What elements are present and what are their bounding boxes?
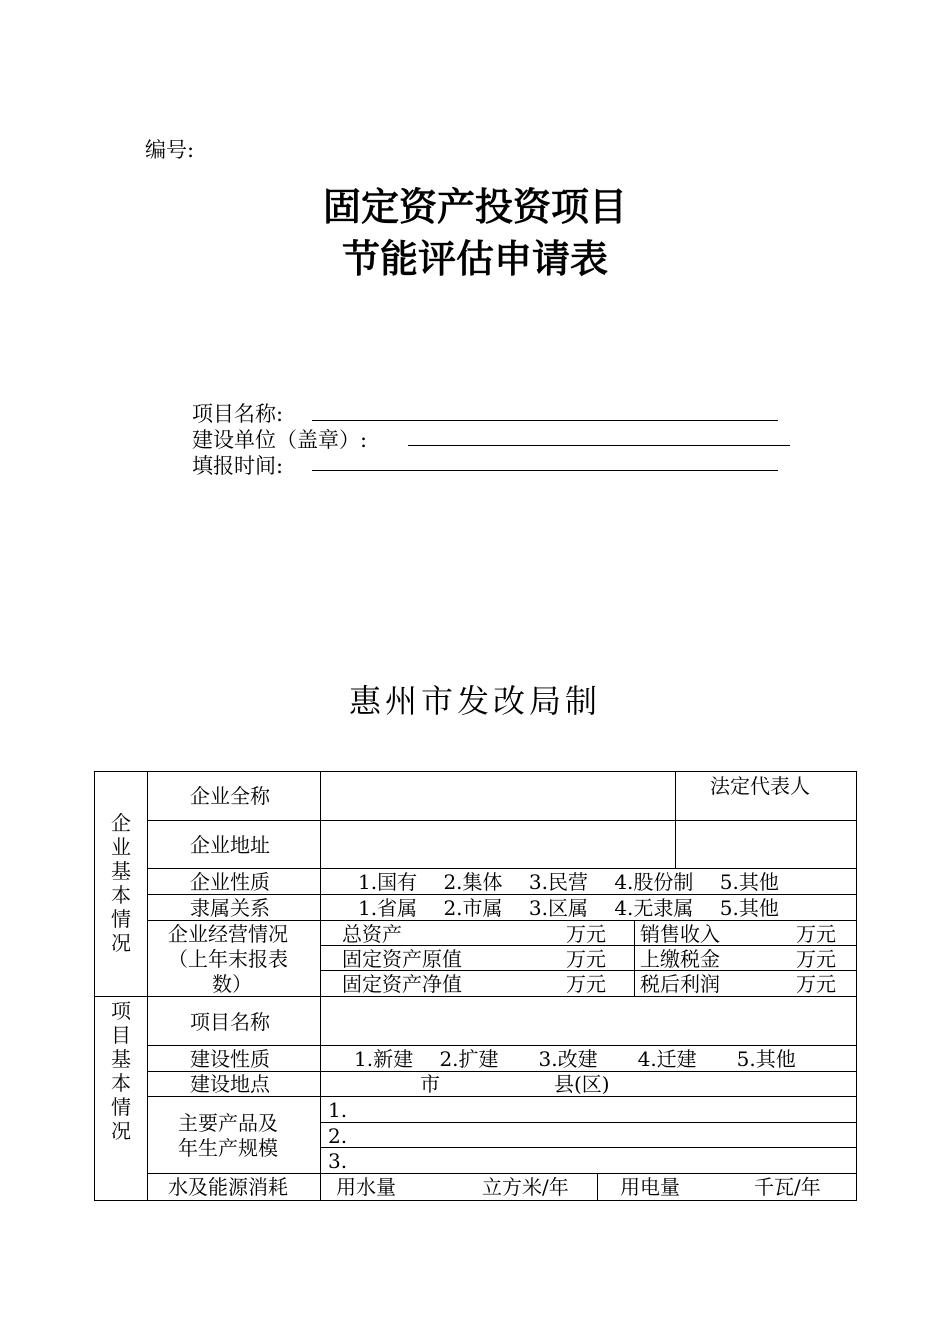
legal-rep-label: 法定代表人 — [710, 774, 810, 798]
power-unit-label: 千瓦/年 — [754, 1175, 821, 1199]
document-title-line1: 固定资产投资项目 — [322, 185, 627, 229]
construction-nature-label: 建设性质 — [190, 1047, 270, 1071]
legal-rep-col-line — [675, 771, 676, 868]
main-products-label-line1: 主要产品及 — [178, 1111, 278, 1135]
tax-paid-label: 上缴税金 — [640, 947, 720, 971]
after-tax-profit-label: 税后利润 — [640, 972, 720, 996]
water-power-col-line — [597, 1173, 598, 1200]
row-line — [147, 868, 857, 869]
construction-site-label: 建设地点 — [190, 1072, 270, 1096]
row-line — [320, 1147, 857, 1148]
site-city-label: 市 — [420, 1072, 440, 1096]
fill-time-field[interactable] — [312, 470, 778, 471]
site-county-label: 县(区) — [554, 1072, 610, 1096]
table-border-top — [94, 771, 857, 772]
operation-label-line2: （上年末报表 — [168, 947, 288, 971]
project-name-field[interactable] — [312, 420, 778, 421]
row-line — [147, 1096, 857, 1097]
fixed-assets-net-unit: 万元 — [566, 972, 606, 996]
water-use-label: 用水量 — [336, 1175, 396, 1199]
sales-revenue-unit: 万元 — [796, 922, 836, 946]
table-border-bottom — [94, 1200, 857, 1201]
section-col-line — [147, 771, 148, 1201]
company-nature-label: 企业性质 — [190, 870, 270, 894]
operation-col-line — [634, 920, 635, 996]
row-line — [147, 920, 857, 921]
section1-title: 企 业 基 本 情 况 — [111, 811, 131, 955]
application-form-table — [94, 771, 857, 1201]
table-border-left — [94, 771, 95, 1201]
after-tax-profit-unit: 万元 — [796, 972, 836, 996]
fixed-assets-original-unit: 万元 — [566, 947, 606, 971]
section-divider — [94, 996, 857, 997]
row-line — [147, 1173, 857, 1174]
table-border-right — [856, 771, 857, 1201]
construction-nature-options[interactable]: 1.新建 2.扩建 3.改建 4.迁建 5.其他 — [354, 1047, 796, 1071]
affiliation-label: 隶属关系 — [190, 896, 270, 920]
affiliation-options[interactable]: 1.省属 2.市属 3.区属 4.无隶属 5.其他 — [358, 896, 779, 920]
product-item-3[interactable]: 3. — [328, 1149, 348, 1173]
row-line — [147, 820, 857, 821]
product-item-2[interactable]: 2. — [328, 1124, 348, 1148]
company-address-label: 企业地址 — [190, 833, 270, 857]
label-col-line — [320, 771, 321, 1201]
project-name-label: 项目名称: — [192, 402, 284, 426]
document-title-line2: 节能评估申请表 — [341, 237, 608, 281]
main-products-label-line2: 年生产规模 — [178, 1136, 278, 1160]
tax-paid-unit: 万元 — [796, 947, 836, 971]
row-line — [320, 1122, 857, 1123]
fill-time-label: 填报时间: — [192, 454, 284, 478]
operation-label-line3: 数） — [212, 972, 252, 996]
project-name-row-label: 项目名称 — [190, 1010, 270, 1034]
serial-number-label: 编号: — [145, 138, 195, 162]
company-nature-options[interactable]: 1.国有 2.集体 3.民营 4.股份制 5.其他 — [358, 870, 779, 894]
water-unit-label: 立方米/年 — [482, 1175, 569, 1199]
builder-field[interactable] — [408, 445, 790, 446]
water-energy-label: 水及能源消耗 — [168, 1175, 288, 1199]
section2-title: 项 目 基 本 情 况 — [111, 999, 131, 1143]
row-line — [147, 1045, 857, 1046]
builder-label: 建设单位（盖章）: — [192, 428, 368, 452]
total-assets-unit: 万元 — [566, 922, 606, 946]
company-name-label: 企业全称 — [190, 784, 270, 808]
product-item-1[interactable]: 1. — [328, 1098, 348, 1122]
row-line — [147, 894, 857, 895]
fixed-assets-original-label: 固定资产原值 — [342, 947, 462, 971]
fixed-assets-net-label: 固定资产净值 — [342, 972, 462, 996]
operation-label-line1: 企业经营情况 — [168, 922, 288, 946]
sales-revenue-label: 销售收入 — [640, 922, 720, 946]
power-use-label: 用电量 — [620, 1175, 680, 1199]
total-assets-label: 总资产 — [342, 922, 402, 946]
issuer-label: 惠州市发改局制 — [348, 682, 601, 720]
